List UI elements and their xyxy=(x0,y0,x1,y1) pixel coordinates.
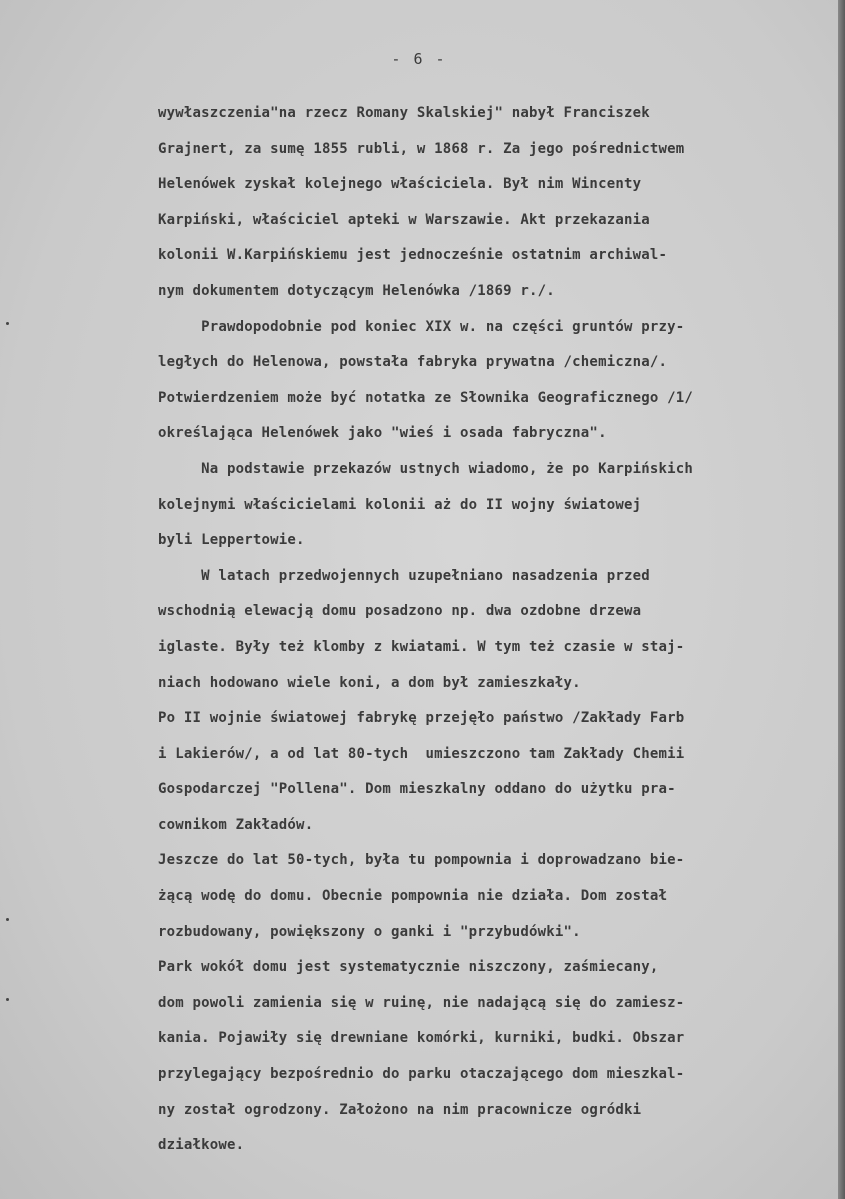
text-line: niach hodowano wiele koni, a dom był zamieszkały. xyxy=(158,674,581,691)
text-line: rozbudowany, powiększony o ganki i "przybudówki". xyxy=(158,923,581,940)
text-line: Grajnert, za sumę 1855 rubli, w 1868 r. Za jego pośrednictwem xyxy=(158,140,685,157)
margin-dot xyxy=(6,918,9,921)
text-line: Na podstawie przekazów ustnych wiadomo, że po Karpińskich xyxy=(158,460,693,477)
text-line: Potwierdzeniem może być notatka ze Słownika Geograficznego /1/ xyxy=(158,389,693,406)
text-line: ny został ogrodzony. Założono na nim pracownicze ogródki xyxy=(158,1101,642,1118)
document-body xyxy=(158,96,818,1164)
text-line: przylegający bezpośrednio do parku otaczającego dom mieszkal- xyxy=(158,1066,685,1083)
text-line: Po II wojnie światowej fabrykę przejęło państwo /Zakłady Farb xyxy=(158,710,685,727)
text-line: kania. Pojawiły się drewniane komórki, kurniki, budki. Obszar xyxy=(158,1030,685,1047)
text-line: żącą wodę do domu. Obecnie pompownia nie działa. Dom został xyxy=(158,888,668,905)
text-line: dom powoli zamienia się w ruinę, nie nadającą się do zamiesz- xyxy=(158,994,685,1011)
text-line: określająca Helenówek jako "wieś i osada fabryczna". xyxy=(158,425,607,442)
text-line: wywłaszczenia"na rzecz Romany Skalskiej" nabył Franciszek xyxy=(158,105,650,121)
text-line: byli Leppertowie. xyxy=(158,532,305,549)
text-line: i Lakierów/, a od lat 80-tych umieszczono tam Zakłady Chemii xyxy=(158,745,685,762)
text-line: W latach przedwojennych uzupełniano nasadzenia przed xyxy=(158,567,650,584)
text-line: wschodnią elewacją domu posadzono np. dwa ozdobne drzewa xyxy=(158,603,642,620)
text-line: nym dokumentem dotyczącym Helenówka /1869 r./. xyxy=(158,282,555,299)
text-line: Jeszcze do lat 50-tych, była tu pompownia i doprowadzano bie- xyxy=(158,852,685,869)
text-line: Gospodarczej "Pollena". Dom mieszkalny oddano do użytku pra- xyxy=(158,781,676,798)
text-line: działkowe. xyxy=(158,1137,245,1154)
text-line: Park wokół domu jest systematycznie niszczony, zaśmiecany, xyxy=(158,959,659,976)
text-line: Helenówek zyskał kolejnego właściciela. Był nim Wincenty xyxy=(158,176,642,193)
margin-dot xyxy=(6,998,9,1001)
margin-dot xyxy=(6,322,9,325)
text-line: iglaste. Były też klomby z kwiatami. W tym też czasie w staj- xyxy=(158,638,685,655)
text-line: kolonii W.Karpińskiemu jest jednocześnie ostatnim archiwal- xyxy=(158,247,668,264)
text-line: cownikom Zakładów. xyxy=(158,816,314,833)
text-line: Karpiński, właściciel apteki w Warszawie. Akt przekazania xyxy=(158,211,650,228)
page-number: - 6 - xyxy=(391,50,447,68)
text-line: Prawdopodobnie pod koniec XIX w. na części gruntów przy- xyxy=(158,318,685,335)
text-line: kolejnymi właścicielami kolonii aż do II wojny światowej xyxy=(158,496,642,513)
text-line: ległych do Helenowa, powstała fabryka prywatna /chemiczna/. xyxy=(158,354,668,371)
page-edge-shadow xyxy=(838,0,845,1199)
